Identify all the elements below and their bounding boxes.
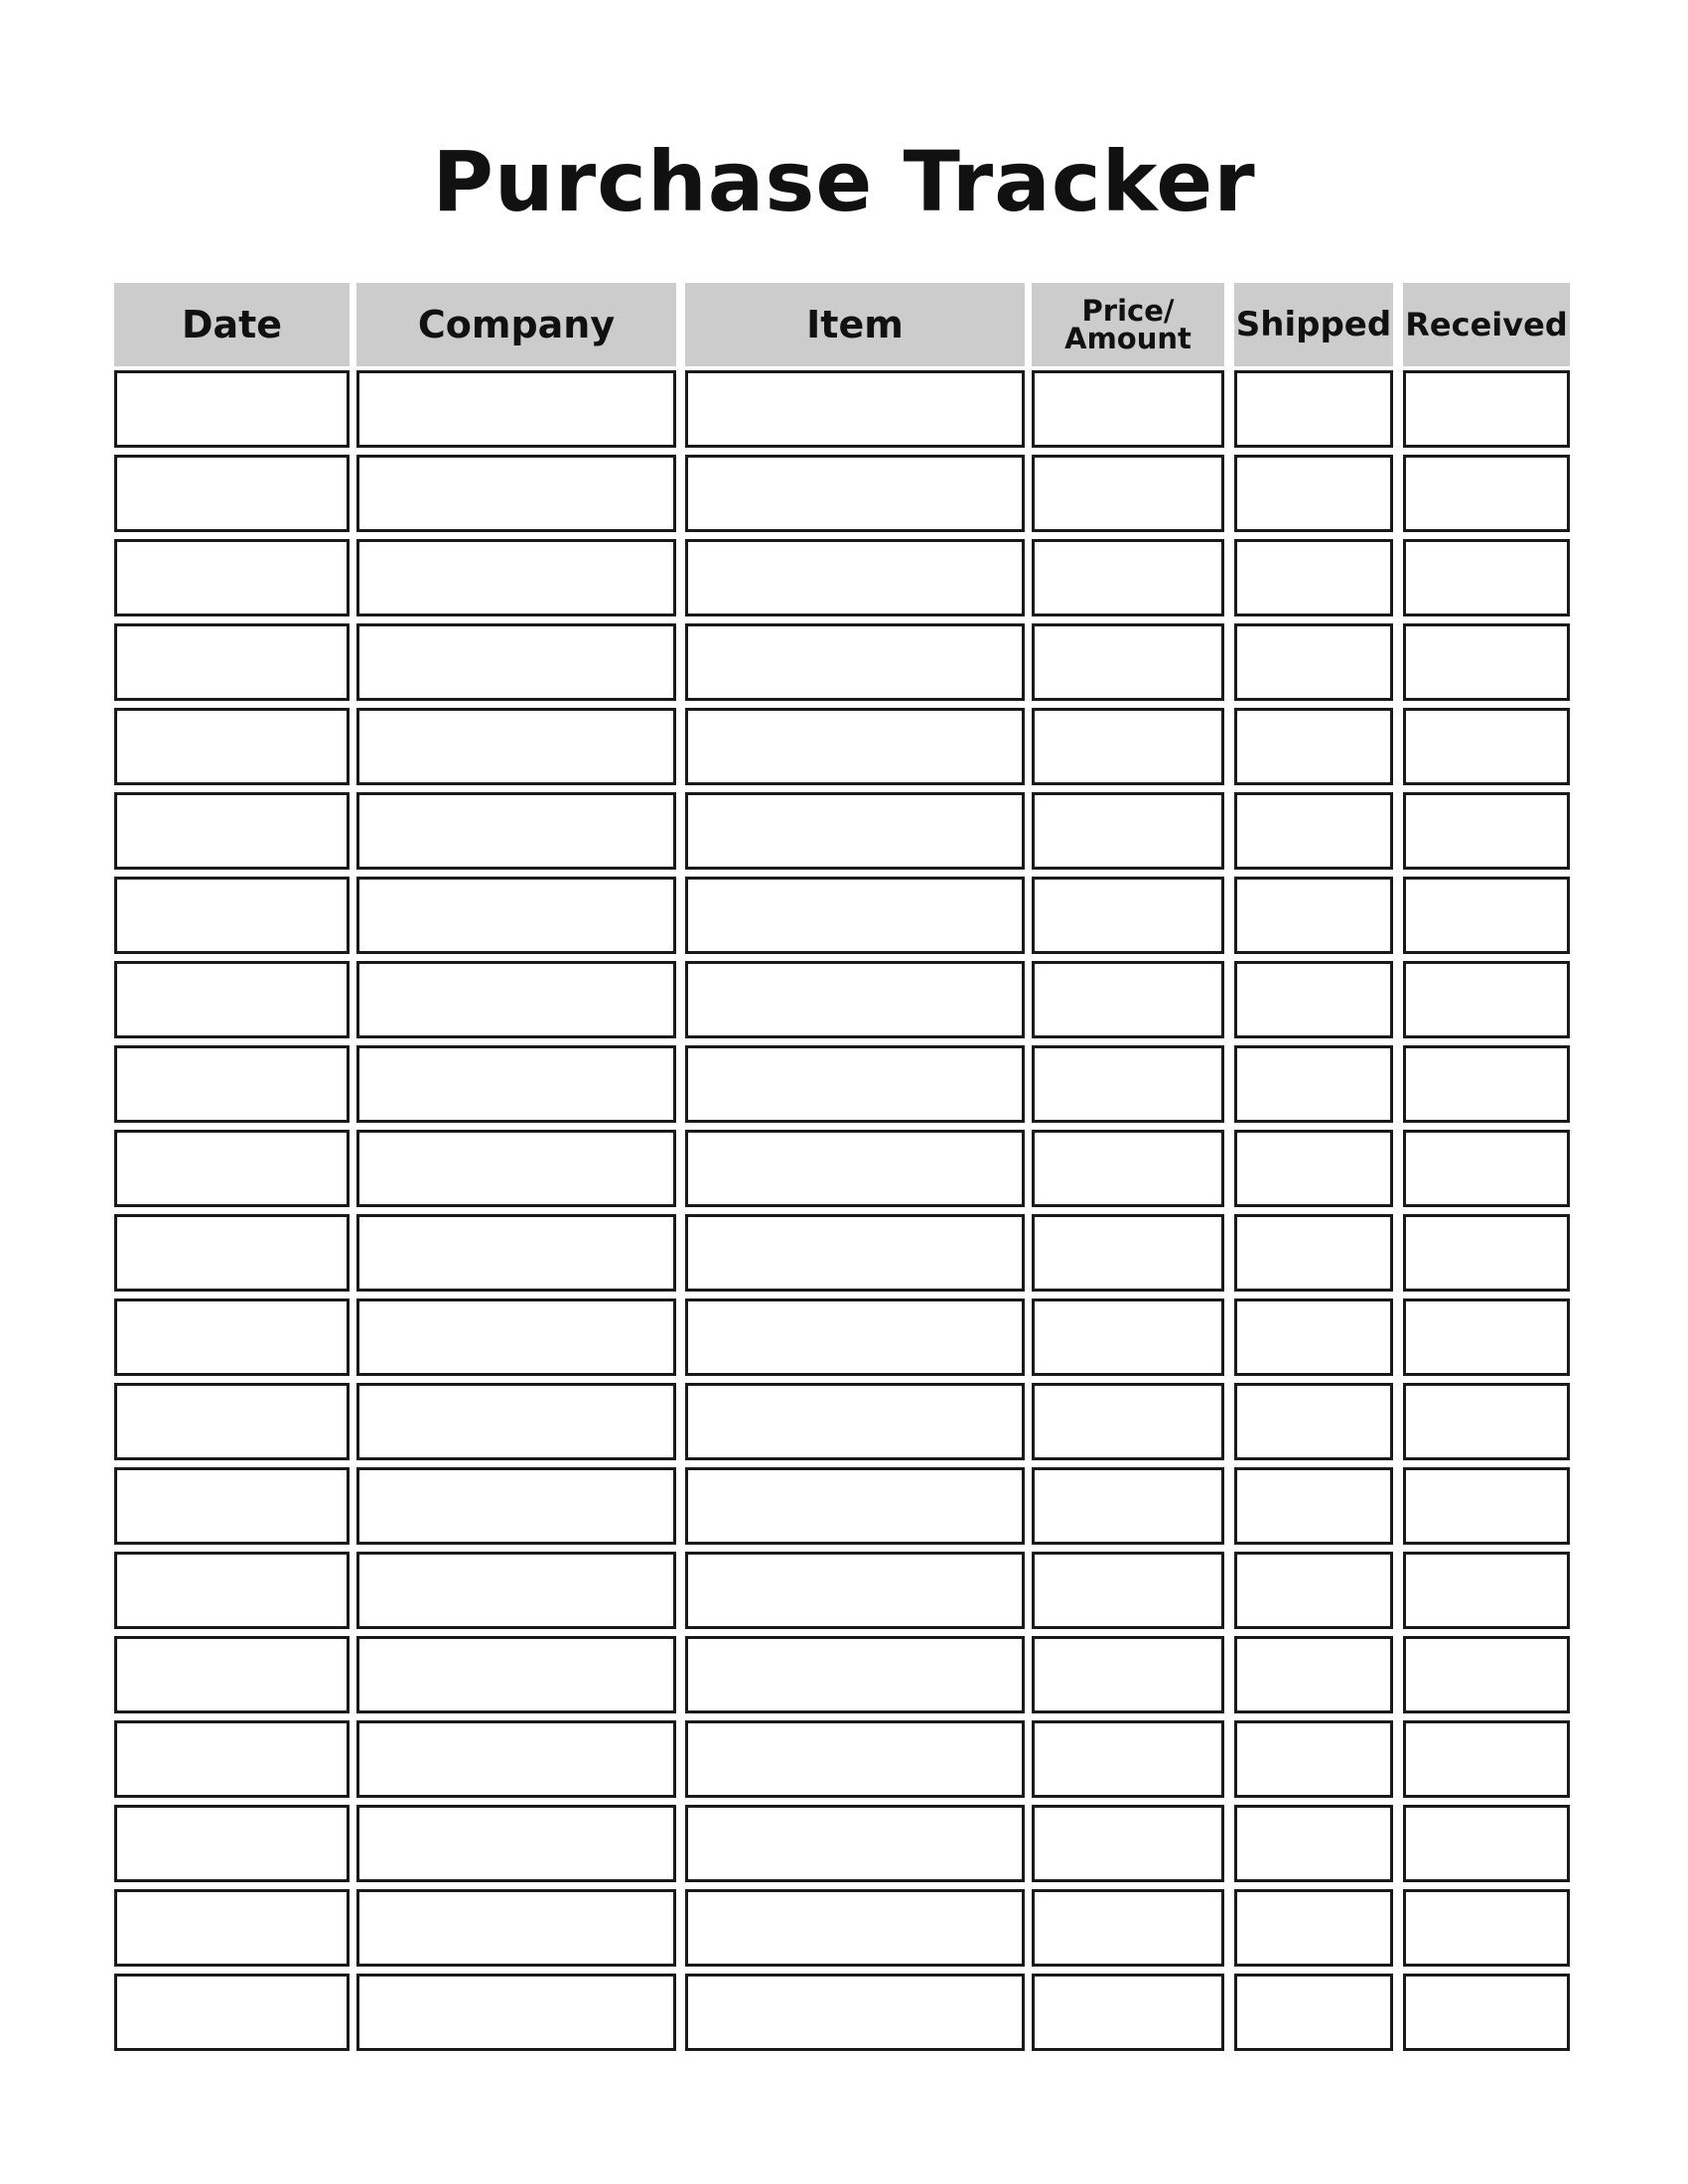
price-entry-field[interactable] xyxy=(1032,1552,1224,1629)
received-entry-field[interactable] xyxy=(1403,1383,1570,1460)
item-entry-field[interactable] xyxy=(685,1974,1025,2051)
item-entry-field[interactable] xyxy=(685,877,1025,954)
price-entry-field[interactable] xyxy=(1032,792,1224,870)
price-entry-field[interactable] xyxy=(1032,961,1224,1038)
price-entry-field[interactable] xyxy=(1032,455,1224,532)
column-header-price-amount xyxy=(1032,283,1224,366)
item-entry-field[interactable] xyxy=(685,455,1025,532)
item-entry-field[interactable] xyxy=(685,1130,1025,1207)
date-entry-field[interactable] xyxy=(114,1636,350,1713)
column-header-date: Date xyxy=(114,283,350,366)
item-entry-field[interactable] xyxy=(685,1298,1025,1376)
item-entry-field[interactable] xyxy=(685,1467,1025,1545)
received-entry-field[interactable] xyxy=(1403,1889,1570,1967)
price-entry-field[interactable] xyxy=(1032,370,1224,448)
date-entry-field[interactable] xyxy=(114,1805,350,1882)
price-entry-field[interactable] xyxy=(1032,539,1224,616)
date-entry-field[interactable] xyxy=(114,1552,350,1629)
price-entry-field[interactable] xyxy=(1032,1720,1224,1798)
shipped-entry-field[interactable] xyxy=(1234,877,1393,954)
date-entry-field[interactable] xyxy=(114,708,350,785)
company-entry-field[interactable] xyxy=(356,1130,676,1207)
received-entry-field[interactable] xyxy=(1403,877,1570,954)
received-entry-field[interactable] xyxy=(1403,1045,1570,1123)
company-entry-field[interactable] xyxy=(356,708,676,785)
shipped-entry-field[interactable] xyxy=(1234,1889,1393,1967)
shipped-entry-field[interactable] xyxy=(1234,1045,1393,1123)
shipped-entry-field[interactable] xyxy=(1234,1974,1393,2051)
received-entry-field[interactable] xyxy=(1403,1720,1570,1798)
company-entry-field[interactable] xyxy=(356,623,676,701)
date-entry-field[interactable] xyxy=(114,1045,350,1123)
date-entry-field[interactable] xyxy=(114,792,350,870)
shipped-entry-field[interactable] xyxy=(1234,1467,1393,1545)
company-entry-field[interactable] xyxy=(356,792,676,870)
shipped-entry-field[interactable] xyxy=(1234,1720,1393,1798)
date-entry-field[interactable] xyxy=(114,1467,350,1545)
item-entry-field[interactable] xyxy=(685,708,1025,785)
price-entry-field[interactable] xyxy=(1032,1805,1224,1882)
company-entry-field[interactable] xyxy=(356,539,676,616)
shipped-entry-field[interactable] xyxy=(1234,1636,1393,1713)
company-entry-field[interactable] xyxy=(356,961,676,1038)
date-entry-field[interactable] xyxy=(114,877,350,954)
shipped-entry-field[interactable] xyxy=(1234,1214,1393,1292)
company-entry-field[interactable] xyxy=(356,1720,676,1798)
company-entry-field[interactable] xyxy=(356,1889,676,1967)
price-entry-field[interactable] xyxy=(1032,1130,1224,1207)
column-header-item: Item xyxy=(685,283,1025,366)
shipped-entry-field[interactable] xyxy=(1234,1383,1393,1460)
price-entry-field[interactable] xyxy=(1032,708,1224,785)
date-entry-field[interactable] xyxy=(114,961,350,1038)
shipped-entry-field[interactable] xyxy=(1234,708,1393,785)
received-entry-field[interactable] xyxy=(1403,708,1570,785)
received-entry-field[interactable] xyxy=(1403,455,1570,532)
company-entry-field[interactable] xyxy=(356,1636,676,1713)
item-entry-field[interactable] xyxy=(685,539,1025,616)
column-header-shipped: Shipped xyxy=(1234,283,1393,366)
company-entry-field[interactable] xyxy=(356,1214,676,1292)
received-entry-field[interactable] xyxy=(1403,1467,1570,1545)
shipped-entry-field[interactable] xyxy=(1234,455,1393,532)
received-entry-field[interactable] xyxy=(1403,539,1570,616)
column-header-company: Company xyxy=(356,283,676,366)
price-entry-field[interactable] xyxy=(1032,1298,1224,1376)
date-entry-field[interactable] xyxy=(114,1298,350,1376)
item-entry-field[interactable] xyxy=(685,1805,1025,1882)
received-entry-field[interactable] xyxy=(1403,1214,1570,1292)
company-entry-field[interactable] xyxy=(356,1974,676,2051)
shipped-entry-field[interactable] xyxy=(1234,539,1393,616)
company-entry-field[interactable] xyxy=(356,1552,676,1629)
date-entry-field[interactable] xyxy=(114,539,350,616)
price-entry-field[interactable] xyxy=(1032,1889,1224,1967)
received-entry-field[interactable] xyxy=(1403,792,1570,870)
item-entry-field[interactable] xyxy=(685,792,1025,870)
item-entry-field[interactable] xyxy=(685,1552,1025,1629)
company-entry-field[interactable] xyxy=(356,455,676,532)
page-title: Purchase Tracker xyxy=(432,133,1256,230)
price-entry-field[interactable] xyxy=(1032,623,1224,701)
price-entry-field[interactable] xyxy=(1032,1214,1224,1292)
date-entry-field[interactable] xyxy=(114,623,350,701)
price-entry-field[interactable] xyxy=(1032,1383,1224,1460)
shipped-entry-field[interactable] xyxy=(1234,1552,1393,1629)
company-entry-field[interactable] xyxy=(356,1467,676,1545)
price-entry-field[interactable] xyxy=(1032,1045,1224,1123)
date-entry-field[interactable] xyxy=(114,455,350,532)
item-entry-field[interactable] xyxy=(685,1889,1025,1967)
item-entry-field[interactable] xyxy=(685,1720,1025,1798)
date-entry-field[interactable] xyxy=(114,1974,350,2051)
item-entry-field[interactable] xyxy=(685,961,1025,1038)
shipped-entry-field[interactable] xyxy=(1234,1805,1393,1882)
received-entry-field[interactable] xyxy=(1403,1130,1570,1207)
shipped-entry-field[interactable] xyxy=(1234,961,1393,1038)
date-entry-field[interactable] xyxy=(114,1720,350,1798)
column-header-received: Received xyxy=(1403,283,1570,366)
price-entry-field[interactable] xyxy=(1032,1467,1224,1545)
item-entry-field[interactable] xyxy=(685,1214,1025,1292)
date-entry-field[interactable] xyxy=(114,1130,350,1207)
company-entry-field[interactable] xyxy=(356,1045,676,1123)
date-entry-field[interactable] xyxy=(114,1383,350,1460)
received-entry-field[interactable] xyxy=(1403,1298,1570,1376)
price-entry-field[interactable] xyxy=(1032,877,1224,954)
item-entry-field[interactable] xyxy=(685,1383,1025,1460)
shipped-entry-field[interactable] xyxy=(1234,1130,1393,1207)
company-entry-field[interactable] xyxy=(356,1298,676,1376)
shipped-entry-field[interactable] xyxy=(1234,792,1393,870)
received-entry-field[interactable] xyxy=(1403,1974,1570,2051)
company-entry-field[interactable] xyxy=(356,877,676,954)
company-entry-field[interactable] xyxy=(356,1383,676,1460)
item-entry-field[interactable] xyxy=(685,370,1025,448)
date-entry-field[interactable] xyxy=(114,1214,350,1292)
price-entry-field[interactable] xyxy=(1032,1974,1224,2051)
column-header-price-line1: Price/ xyxy=(1081,294,1175,328)
shipped-entry-field[interactable] xyxy=(1234,370,1393,448)
column-header-price-line2: Amount xyxy=(1064,322,1192,355)
shipped-entry-field[interactable] xyxy=(1234,623,1393,701)
received-entry-field[interactable] xyxy=(1403,370,1570,448)
item-entry-field[interactable] xyxy=(685,1636,1025,1713)
received-entry-field[interactable] xyxy=(1403,961,1570,1038)
date-entry-field[interactable] xyxy=(114,370,350,448)
received-entry-field[interactable] xyxy=(1403,1636,1570,1713)
received-entry-field[interactable] xyxy=(1403,1552,1570,1629)
item-entry-field[interactable] xyxy=(685,623,1025,701)
date-entry-field[interactable] xyxy=(114,1889,350,1967)
company-entry-field[interactable] xyxy=(356,370,676,448)
shipped-entry-field[interactable] xyxy=(1234,1298,1393,1376)
item-entry-field[interactable] xyxy=(685,1045,1025,1123)
received-entry-field[interactable] xyxy=(1403,1805,1570,1882)
received-entry-field[interactable] xyxy=(1403,623,1570,701)
price-entry-field[interactable] xyxy=(1032,1636,1224,1713)
company-entry-field[interactable] xyxy=(356,1805,676,1882)
